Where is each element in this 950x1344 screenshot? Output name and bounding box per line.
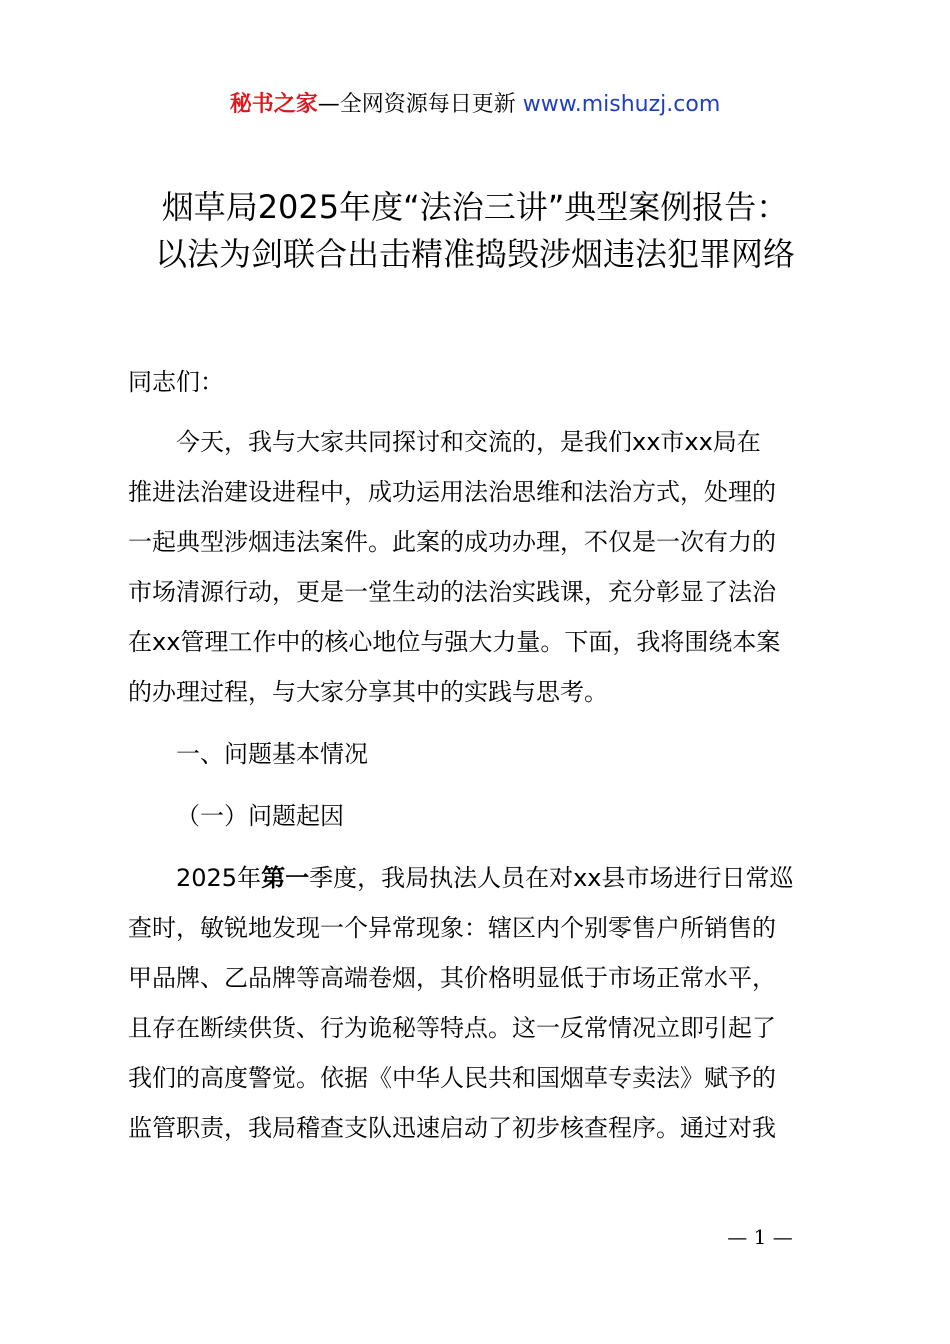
banner-brand: 秘书之家 — [229, 92, 318, 117]
para2-bold-text: 第一 — [261, 864, 310, 892]
page-number: — 1 — — [727, 1225, 793, 1249]
para2-line-1 — [176, 853, 886, 903]
banner-url-link[interactable]: www.mishuzj.com — [522, 92, 721, 117]
intro-line-1: 今天，我与大家共同探讨和交流的，是我们xx市xx局在 — [176, 428, 761, 456]
intro-line-5: 在xx管理工作中的核心地位与强大力量。下面，我将围绕本案 — [128, 628, 781, 656]
para2-line-5: 我们的高度警觉。依据《中华人民共和国烟草专卖法》赋予的 — [128, 1064, 776, 1092]
intro-line-4: 市场清源行动，更是一堂生动的法治实践课，充分彰显了法治 — [128, 578, 776, 606]
intro-line-6: 的办理过程，与大家分享其中的实践与思考。 — [128, 678, 608, 706]
para2-line-2: 查时，敏锐地发现一个异常现象：辖区内个别零售户所销售的 — [128, 914, 776, 942]
title-line-2: 以法为剑联合出击精准捣毁涉烟违法犯罪网络 — [154, 235, 795, 273]
para2-line-4: 且存在断续供货、行为诡秘等特点。这一反常情况立即引起了 — [128, 1014, 776, 1042]
salutation: 同志们： — [128, 368, 224, 396]
intro-line-3: 一起典型涉烟违法案件。此案的成功办理，不仅是一次有力的 — [128, 528, 776, 556]
para2-line-1-start: 2025年 — [176, 864, 262, 892]
section-heading: 一、问题基本情况 — [176, 740, 368, 768]
document-title — [100, 184, 850, 278]
subsection-heading: （一）问题起因 — [176, 802, 344, 830]
title-line-1: 烟草局2025年度“法治三讲”典型案例报告： — [161, 188, 789, 226]
site-banner — [0, 86, 950, 124]
banner-tagline: 全网资源每日更新 — [339, 92, 516, 117]
banner-dash: — — [317, 92, 340, 117]
intro-line-2: 推进法治建设进程中，成功运用法治思维和法治方式，处理的 — [128, 478, 776, 506]
para2-line-6: 监管职责，我局稽查支队迅速启动了初步核查程序。通过对我 — [128, 1114, 776, 1142]
para2-line-3: 甲品牌、乙品牌等高端卷烟，其价格明显低于市场正常水平， — [128, 964, 776, 992]
para2-line-1-end: 季度，我局执法人员在对xx县市场进行日常巡 — [309, 864, 794, 892]
